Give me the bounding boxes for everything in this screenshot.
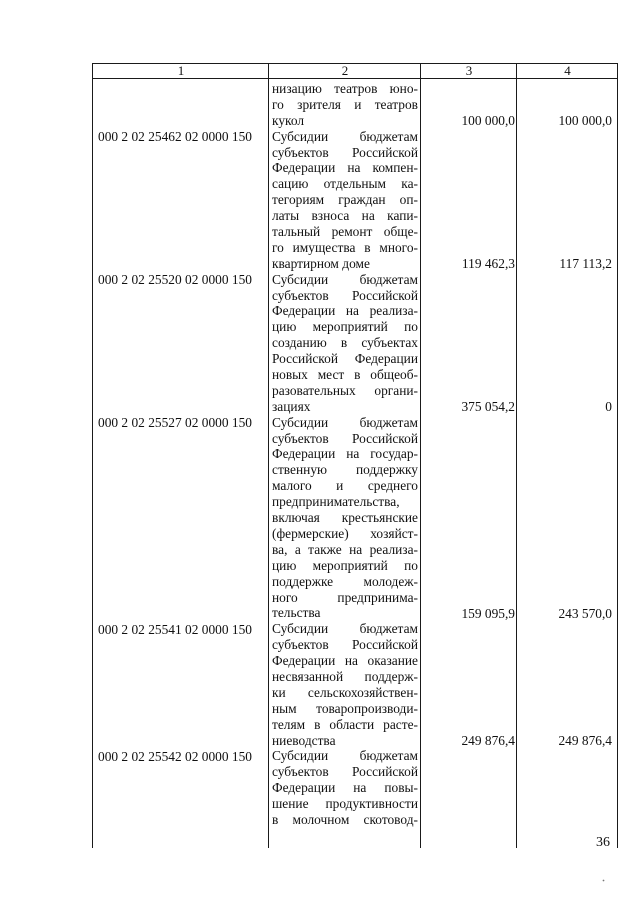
column-header-3: 3 [465,63,473,78]
description-line: Субсидии бюджетам [272,621,418,637]
description-line: Субсидии бюджетам [272,414,418,430]
description-line: созданию в субъектах [272,335,418,351]
description-line: Субсидии бюджетам [272,748,418,764]
description-line: несвязанной поддерж- [272,668,418,684]
description-line: тельства [272,605,321,621]
description-line: Федерации на оказание [272,653,418,669]
amount-col4: 117 113,2 [559,256,612,271]
description-line: включая крестьянские [272,510,418,526]
description-line: кукол [272,112,305,128]
amount-col4: 249 876,4 [558,733,612,748]
description-line: ниеводства [272,732,336,748]
description-line: низацию театров юно- [272,81,418,96]
description-line: Федерации на государ- [272,446,418,462]
description-line: Федерации на реализа- [272,303,418,319]
description-line: субъектов Российской [272,764,418,780]
description-line: шение продуктивности [272,796,418,812]
amount-col4: 243 570,0 [558,606,612,621]
column-header-4: 4 [564,63,571,78]
description-line: субъектов Российской [272,637,418,653]
description-line: Субсидии бюджетам [272,271,418,287]
description-line: телям в области расте- [272,716,418,732]
table-border-left [92,63,93,848]
description-line: цию мероприятий по [272,319,418,335]
description-line: Федерации на повы- [272,780,418,796]
amount-col3: 119 462,3 [461,256,515,271]
amount-col3: 375 054,2 [461,399,515,414]
table-border-right [617,63,618,848]
description-line: тегориям граждан оп- [272,192,418,208]
description-line: квартирном доме [272,255,370,271]
description-line: ки сельскохозяйствен- [272,684,418,700]
budget-code: 000 2 02 25462 02 0000 150 [98,129,252,144]
description-line: ного предпринима- [272,589,418,605]
column-header-2: 2 [341,63,349,78]
description-column [272,81,418,828]
description-line: в молочном скотовод- [272,811,418,827]
description-line: ва, а также на реализа- [272,541,418,557]
description-line: малого и среднего [272,478,418,494]
description-line: цию мероприятий по [272,557,418,573]
budget-code: 000 2 02 25520 02 0000 150 [98,272,252,287]
amount-col4: 100 000,0 [558,113,612,128]
description-line: Российской Федерации [272,351,418,367]
budget-code: 000 2 02 25541 02 0000 150 [98,622,252,637]
amount-col3: 249 876,4 [461,733,515,748]
budget-code: 000 2 02 25527 02 0000 150 [98,415,252,430]
header-row-divider [92,78,618,79]
column-header-1: 1 [177,63,185,78]
amount-col3: 159 095,9 [461,606,515,621]
description-line: поддержке молодеж- [272,573,418,589]
description-line: го имущества в много- [272,239,418,255]
description-line: ным товаропроизводи- [272,700,418,716]
column-divider-1 [268,63,269,848]
description-line: Субсидии бюджетам [272,128,418,144]
description-line: латы взноса на капи- [272,208,418,224]
page-number: 36 [596,835,610,850]
description-line: разовательных органи- [272,382,418,398]
amount-col4: 0 [605,399,612,414]
budget-code: 000 2 02 25542 02 0000 150 [98,749,252,764]
scan-speck [602,879,605,882]
description-line: Федерации на компен- [272,160,418,176]
amount-col3: 100 000,0 [461,113,515,128]
column-divider-2 [420,63,421,848]
description-line: зациях [272,398,311,414]
column-divider-3 [516,63,517,848]
description-line: го зрителя и театров [272,96,418,112]
description-line: субъектов Российской [272,430,418,446]
description-line: ственную поддержку [272,462,418,478]
description-line: сацию отдельным ка- [272,176,418,192]
description-line: субъектов Российской [272,287,418,303]
description-line: предпринимательства, [272,494,400,510]
description-line: тальный ремонт обще- [272,224,418,240]
description-line: субъектов Российской [272,144,418,160]
description-line: новых мест в общеоб- [272,367,418,383]
description-line: (фермерские) хозяйст- [272,525,418,541]
